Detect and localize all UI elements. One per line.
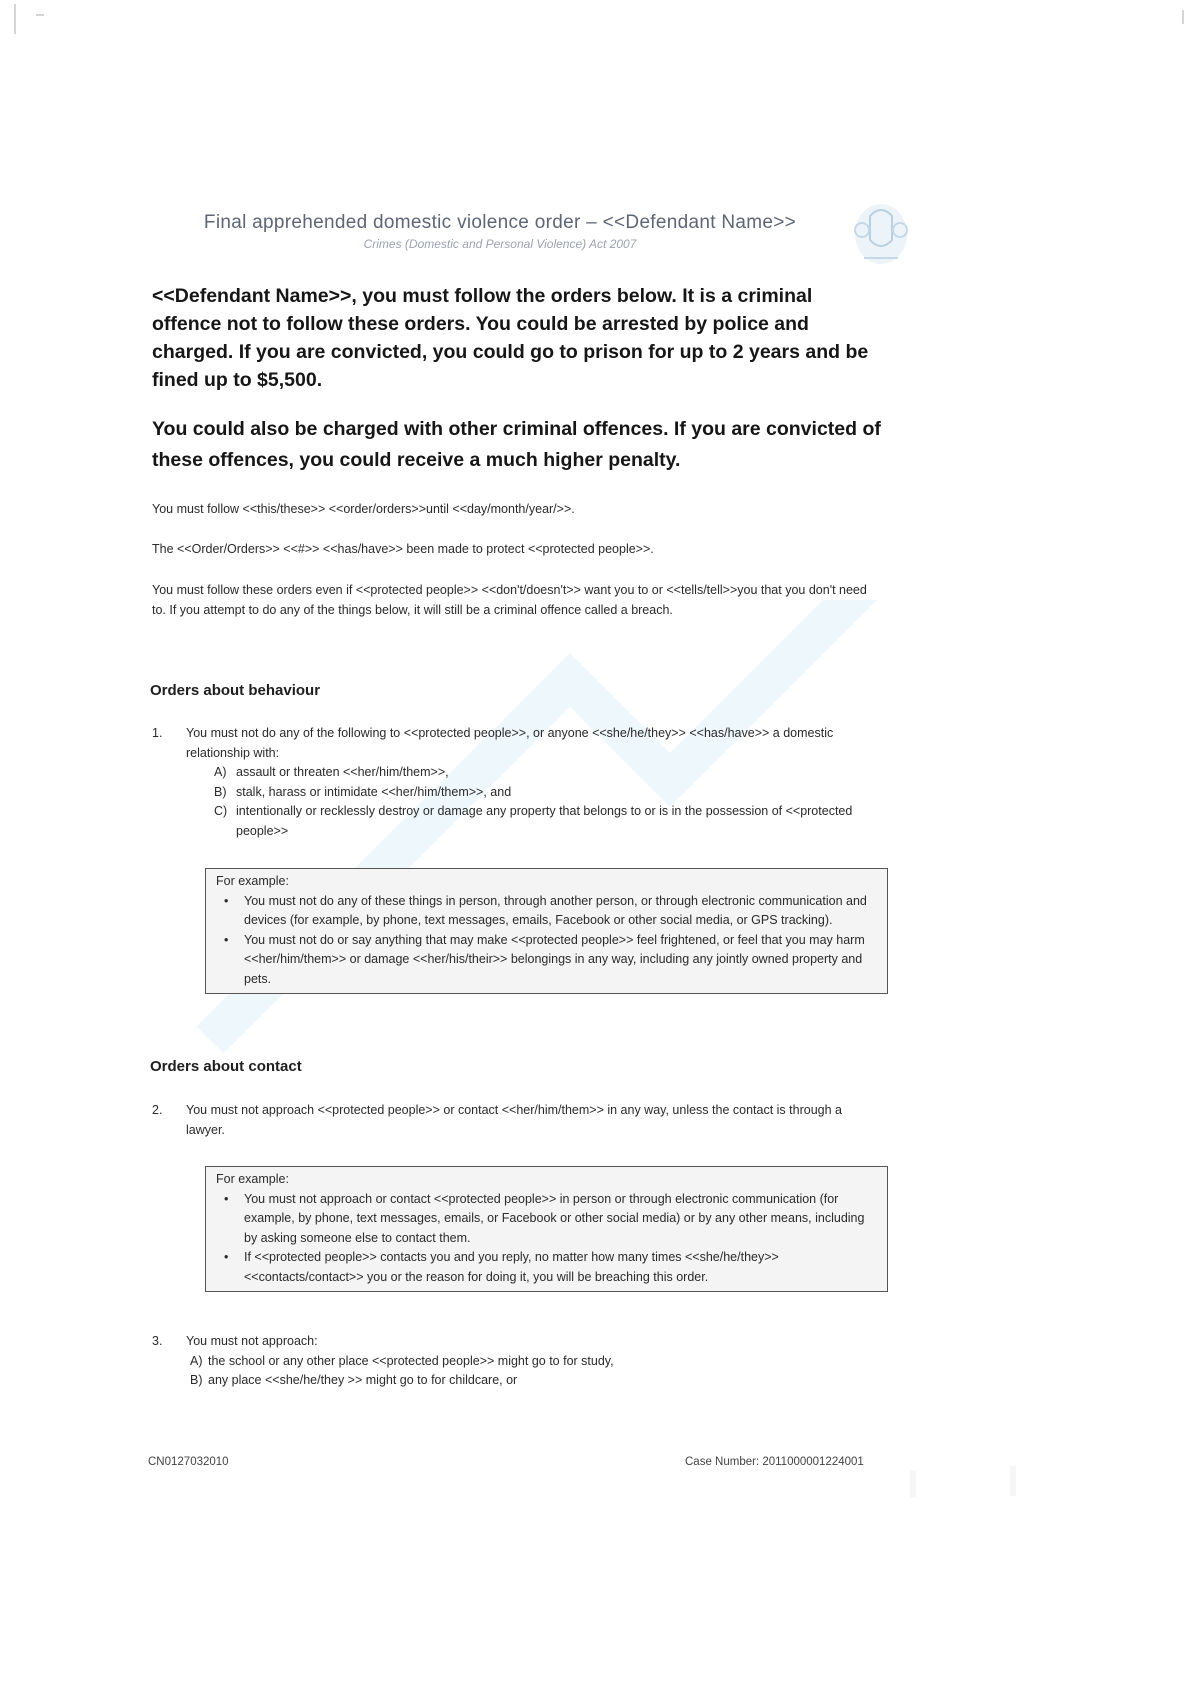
bullet-icon: • <box>224 1250 229 1264</box>
example-bullet-list <box>214 892 879 990</box>
sub-item <box>152 1371 882 1391</box>
document-header <box>150 212 850 251</box>
header-title: Final apprehended domestic violence order – <<Defendant Name>> <box>203 212 797 233</box>
behaviour-section-heading: Orders about behaviour <box>150 682 321 699</box>
item-number: 1. <box>152 726 163 740</box>
item-number: 3. <box>152 1334 163 1348</box>
scan-mark <box>1010 1466 1016 1496</box>
bullet-text: If <<protected people>> contacts you and you reply, no matter how many times <<she/he/they>> <<contacts/contact>> you or the reason for doing it, you will be breaching this order. <box>244 1250 779 1284</box>
bullet-icon: • <box>224 932 229 947</box>
sub-item-text: assault or threaten <<her/him/them>>, <box>236 765 449 779</box>
example-bullet <box>214 1190 879 1249</box>
sub-item <box>152 763 882 783</box>
sub-item-text: the school or any other place <<protected people>> might go to for study, <box>208 1353 614 1368</box>
sub-item-letter: B) <box>190 1373 203 1387</box>
scan-mark <box>14 4 16 34</box>
behaviour-example-box <box>205 868 888 994</box>
example-bullet <box>214 1248 879 1287</box>
contact-section-heading: Orders about contact <box>150 1058 302 1075</box>
order-item-1 <box>152 724 882 841</box>
sub-item-text: any place <<she/he/they >> might go to for childcare, or <box>208 1373 518 1387</box>
scan-mark <box>36 14 44 16</box>
scan-mark <box>1182 10 1184 24</box>
protected-people-text: The <<Order/Orders>> <<#>> <<has/have>> been made to protect <<protected people>>. <box>152 542 654 556</box>
example-heading: For example: <box>216 1172 289 1186</box>
breach-explanation-text: You must follow these orders even if <<protected people>> <<don't/doesn't>> want you to or <<tells/tell>>you that you don't need to. If you attempt to do any of the things below, it will still be a criminal offence called a breach. <box>152 583 867 617</box>
case-number: Case Number: 2011000001224001 <box>685 1456 864 1468</box>
sub-item <box>152 802 882 841</box>
warning-paragraph: <<Defendant Name>>, you must follow the orders below. It is a criminal offence not to follow these orders. You could be arrested by police and charged. If you are convicted, you could go to prison for up to 2 years and be fined up to $5,500. <box>152 285 869 391</box>
sub-item <box>152 783 882 803</box>
bullet-text: You must not approach or contact <<protected people>> in person or through electronic communication (for example, by phone, text messages, emails, or Facebook or other social media) or by any other means, including by asking someone else to contact them. <box>244 1191 865 1245</box>
bullet-icon: • <box>224 893 229 908</box>
item-number: 2. <box>152 1103 163 1117</box>
document-code: CN0127032010 <box>148 1456 229 1468</box>
bullet-text: You must not do or say anything that may make <<protected people>> feel frightened, or feel that you may harm <<her/him/them>> or damage <<her/his/their>> belongings in any way, including any jointly owned property and pets. <box>244 932 865 986</box>
item-text: You must not approach: <box>186 1334 318 1348</box>
sample-watermark <box>150 600 950 1100</box>
order-item-2 <box>152 1101 882 1140</box>
bullet-text: You must not do any of these things in person, through another person, or through electronic communication and devices (for example, by phone, text messages, emails, Facebook or other social media, or GPS tracking). <box>244 893 867 927</box>
item-text: You must not do any of the following to <<protected people>>, or anyone <<she/he/they>> <<has/have>> a domestic relationship with: <box>186 726 834 760</box>
sub-item-letter: A) <box>190 1353 203 1368</box>
example-heading: For example: <box>216 874 289 888</box>
order-duration-text: You must follow <<this/these>> <<order/orders>>until <<day/month/year/>>. <box>152 502 575 516</box>
scan-mark <box>910 1470 916 1498</box>
example-bullet-list <box>214 1190 879 1288</box>
item-text: You must not approach <<protected people>> or contact <<her/him/them>> in any way, unless the contact is through a lawyer. <box>186 1103 842 1137</box>
example-bullet <box>214 892 879 931</box>
sub-item-text: stalk, harass or intimidate <<her/him/them>>, and <box>236 784 512 799</box>
sub-item <box>152 1352 882 1372</box>
penalty-paragraph: You could also be charged with other criminal offences. If you are convicted of these offences, you could receive a much higher penalty. <box>152 418 881 471</box>
example-bullet <box>214 931 879 990</box>
sub-item-text: intentionally or recklessly destroy or damage any property that belongs to or is in the possession of <<protected people>> <box>236 804 853 838</box>
sub-item-list <box>152 1352 882 1391</box>
coat-of-arms-icon <box>852 196 910 270</box>
bullet-icon: • <box>224 1191 229 1206</box>
sub-item-list <box>152 763 882 841</box>
sub-item-letter: A) <box>214 765 227 779</box>
contact-example-box <box>205 1166 888 1292</box>
sub-item-letter: B) <box>214 784 227 799</box>
order-item-3 <box>152 1332 882 1391</box>
header-subtitle: Crimes (Domestic and Personal Violence) Act 2007 <box>363 237 637 251</box>
sub-item-letter: C) <box>214 804 228 818</box>
